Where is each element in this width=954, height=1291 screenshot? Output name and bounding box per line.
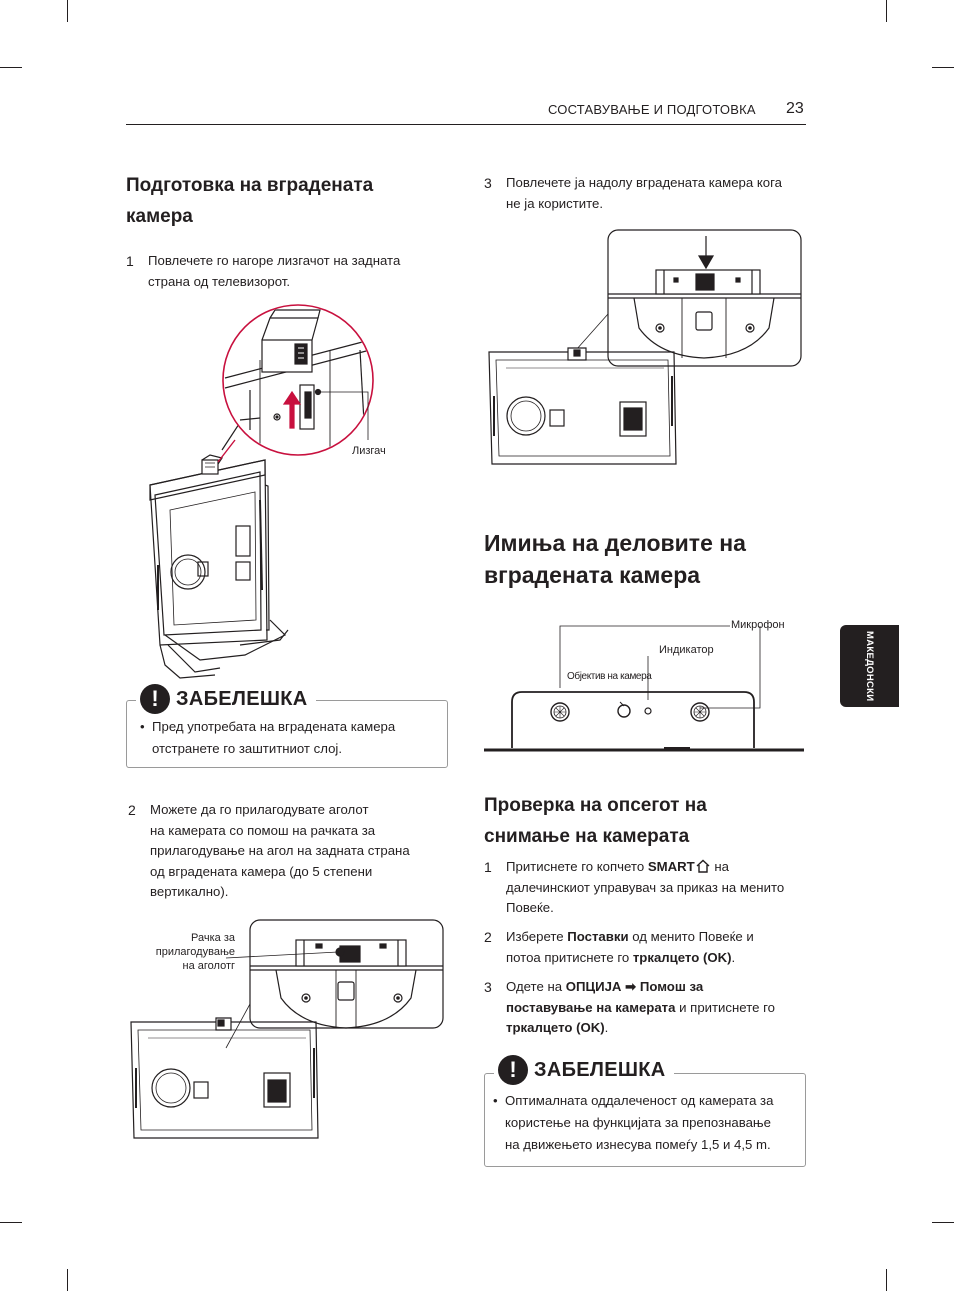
section-title-check-range: Проверка на опсегот на снимање на камерата (484, 795, 707, 847)
crop-mark-top-right-v (886, 0, 887, 22)
crop-mark-bottom-right-v (886, 1269, 887, 1291)
label-slider: Лизгач (352, 445, 386, 457)
language-tab-label: МАКЕДОНСКИ (864, 630, 875, 702)
page-number: 23 (786, 100, 804, 117)
note-title-1: ЗАБЕЛЕШКА (176, 687, 308, 710)
note-header-2 (494, 1055, 674, 1085)
note-1-text: • Пред употребата на вградената камера отстранете го заштитниот слој. (140, 719, 396, 756)
figure-tv-rear-slider (140, 300, 440, 680)
note-2-text: • Оптималната оддалеченост од камерата за користење на функцијата за препознавање на движењето изнесува помеѓу 1,5 и 4,5 m. (493, 1093, 774, 1152)
range-step-3: 3 Одете на ОПЦИЈА ➡ Помош за поставување на камерата и притиснете го тркалцето (OK). (484, 979, 775, 1035)
crop-mark-top-right-h (932, 67, 954, 68)
step-3-slide-down: 3 Повлечете ја надолу вградената камера кога не ја користите. (484, 175, 782, 211)
arrow-right-icon: ➡ (625, 979, 637, 994)
warning-icon: ! (498, 1055, 528, 1085)
section-title-camera-parts: Имиња на деловите на вградената камера (484, 530, 746, 588)
figure-camera-parts (484, 618, 804, 758)
section-title-prepare-camera: Подготовка на вградената камера (126, 175, 374, 227)
label-microphone: Микрофон (731, 619, 785, 631)
crop-mark-bottom-left-v (67, 1269, 68, 1291)
step-1-slide-up: 1 Повлечете го нагоре лизгачот на задната страна од телевизорот. (126, 253, 401, 289)
crop-mark-top-left-v (67, 0, 68, 22)
range-step-2: 2 Изберете Поставки од менито Повеќе и потоа притиснете го тркалцето (OK). (484, 929, 754, 965)
note-title-2: ЗАБЕЛЕШКА (534, 1058, 666, 1081)
header-rule (126, 124, 806, 125)
figure-camera-push-down (484, 228, 804, 478)
step-2-adjust-angle: 2 Можете да го прилагодувате аголот на камерата со помош на рачката за прилагодување на агол на задната страна од вградената камера (до 5 степени вертикално). (128, 802, 410, 899)
label-indicator: Индикатор (659, 644, 714, 656)
warning-icon: ! (140, 684, 170, 714)
home-icon (695, 859, 711, 873)
running-header: СОСТАВУВАЊЕ И ПОДГОТОВКА (548, 102, 756, 117)
crop-mark-bottom-left-h (0, 1222, 22, 1223)
range-step-1: 1 Притиснете го копчето SMART на далечинскиот управувач за приказ на менито Повеќе. (484, 859, 785, 915)
note-header-1 (136, 684, 316, 714)
label-angle-handle: Рачка за прилагодување на аголотг (155, 932, 235, 972)
label-lens: Објектив на камера (567, 671, 652, 682)
crop-mark-bottom-right-h (932, 1222, 954, 1223)
crop-mark-top-left-h (0, 67, 22, 68)
